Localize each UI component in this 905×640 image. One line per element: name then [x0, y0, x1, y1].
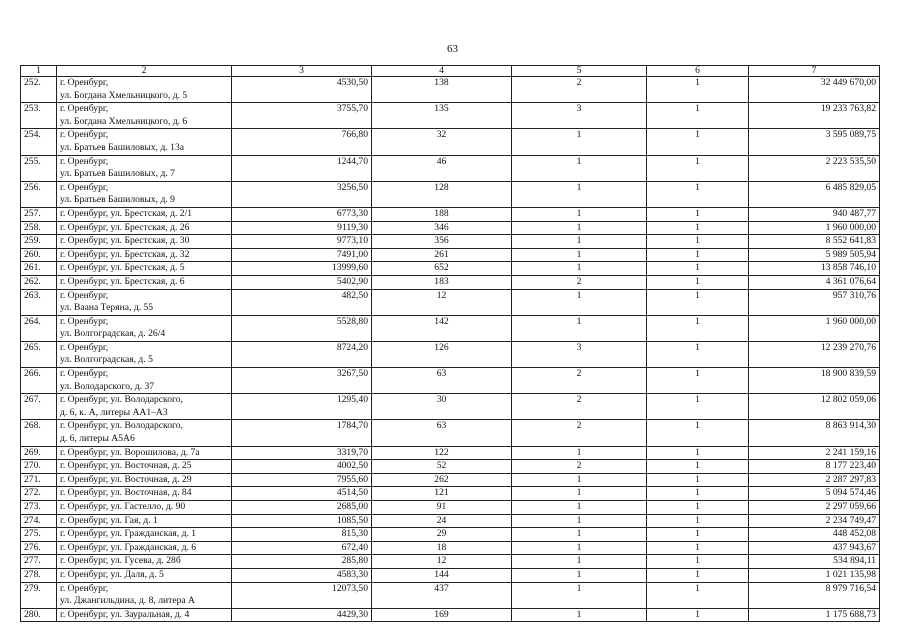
column-5-cell: 1 [512, 155, 647, 181]
count-cell: 142 [372, 315, 512, 341]
table-row [21, 528, 880, 542]
row-number: 270. [21, 460, 57, 474]
cost-cell: 5 989 505,94 [749, 248, 880, 262]
count-cell: 135 [372, 103, 512, 129]
area-cell: 285,80 [232, 555, 372, 569]
area-cell: 766,80 [232, 129, 372, 155]
table-row [21, 582, 880, 608]
column-5-cell: 1 [512, 207, 647, 221]
area-cell: 6773,30 [232, 207, 372, 221]
column-6-cell: 1 [647, 289, 749, 315]
address-line: г. Оренбург, ул. Восточная, д. 84 [60, 487, 192, 499]
count-cell: 63 [372, 420, 512, 446]
column-6-cell: 1 [647, 460, 749, 474]
address-line: г. Оренбург, ул. Ворошилова, д. 7а [60, 446, 200, 458]
cost-cell: 2 223 535,50 [749, 155, 880, 181]
column-header: 7 [749, 66, 880, 77]
column-6-cell: 1 [647, 582, 749, 608]
column-6-cell: 1 [647, 275, 749, 289]
table-row [21, 248, 880, 262]
count-cell: 126 [372, 341, 512, 367]
address-cell [57, 262, 232, 276]
row-number: 278. [21, 568, 57, 582]
count-cell: 32 [372, 129, 512, 155]
cost-cell: 4 361 076,64 [749, 275, 880, 289]
address-line: г. Оренбург, ул. Восточная, д. 29 [60, 473, 192, 485]
cost-cell: 534 894,11 [749, 555, 880, 569]
column-5-cell: 2 [512, 77, 647, 103]
area-cell: 3267,50 [232, 368, 372, 394]
column-6-cell: 1 [647, 129, 749, 155]
address-cell [57, 181, 232, 207]
column-6-cell: 1 [647, 420, 749, 446]
column-6-cell: 1 [647, 514, 749, 528]
column-6-cell: 1 [647, 501, 749, 515]
page-number: 63 [447, 43, 458, 55]
count-cell: 91 [372, 501, 512, 515]
cost-cell: 1 021 135,98 [749, 568, 880, 582]
cost-cell: 1 960 000,00 [749, 315, 880, 341]
column-5-cell: 1 [512, 129, 647, 155]
table-row [21, 77, 880, 103]
column-5-cell: 1 [512, 528, 647, 542]
address-cell [57, 77, 232, 103]
area-cell: 1295,40 [232, 394, 372, 420]
count-cell: 652 [372, 262, 512, 276]
column-6-cell: 1 [647, 103, 749, 129]
count-cell: 12 [372, 289, 512, 315]
cost-cell: 437 943,67 [749, 541, 880, 555]
area-cell: 4002,50 [232, 460, 372, 474]
address-line: г. Оренбург, ул. Брестская, д. 30 [60, 235, 190, 247]
count-cell: 356 [372, 235, 512, 249]
column-5-cell: 2 [512, 368, 647, 394]
row-number: 279. [21, 582, 57, 608]
address-cell [57, 541, 232, 555]
column-6-cell: 1 [647, 77, 749, 103]
column-5-cell: 1 [512, 221, 647, 235]
header-row [21, 66, 880, 77]
column-6-cell: 1 [647, 568, 749, 582]
count-cell: 122 [372, 446, 512, 460]
area-cell: 2685,00 [232, 501, 372, 515]
row-number: 253. [21, 103, 57, 129]
row-number: 269. [21, 446, 57, 460]
column-6-cell: 1 [647, 341, 749, 367]
address-line: д. 6, литеры А5А6 [60, 433, 135, 445]
row-number: 280. [21, 608, 57, 622]
table-row [21, 514, 880, 528]
address-cell [57, 473, 232, 487]
table-row [21, 181, 880, 207]
address-line: ул. Богдана Хмельницкого, д. 5 [60, 89, 188, 101]
address-cell [57, 221, 232, 235]
address-line: ул. Братьев Башиловых, д. 13а [60, 141, 185, 153]
cost-cell: 2 234 749,47 [749, 514, 880, 528]
count-cell: 30 [372, 394, 512, 420]
count-cell: 169 [372, 608, 512, 622]
address-cell [57, 501, 232, 515]
row-number: 268. [21, 420, 57, 446]
row-number: 261. [21, 262, 57, 276]
row-number: 267. [21, 394, 57, 420]
address-line: г. Оренбург, [60, 77, 109, 88]
count-cell: 261 [372, 248, 512, 262]
area-cell: 1244,70 [232, 155, 372, 181]
cost-cell: 1 960 000,00 [749, 221, 880, 235]
cost-cell: 3 595 089,75 [749, 129, 880, 155]
column-6-cell: 1 [647, 262, 749, 276]
row-number: 258. [21, 221, 57, 235]
address-cell [57, 315, 232, 341]
row-number: 273. [21, 501, 57, 515]
address-line: г. Оренбург, ул. Гая, д. 1 [60, 514, 158, 526]
address-line: ул. Братьев Башиловых, д. 7 [60, 168, 175, 180]
count-cell: 183 [372, 275, 512, 289]
address-cell [57, 608, 232, 622]
table-row [21, 235, 880, 249]
cost-cell: 2 297 059,66 [749, 501, 880, 515]
area-cell: 3319,70 [232, 446, 372, 460]
count-cell: 24 [372, 514, 512, 528]
area-cell: 13999,60 [232, 262, 372, 276]
table-row [21, 262, 880, 276]
column-6-cell: 1 [647, 528, 749, 542]
count-cell: 138 [372, 77, 512, 103]
column-5-cell: 2 [512, 460, 647, 474]
area-cell: 4429,30 [232, 608, 372, 622]
address-line: ул. Братьев Башиловых, д. 9 [60, 194, 175, 206]
address-cell [57, 446, 232, 460]
count-cell: 29 [372, 528, 512, 542]
cost-cell: 448 452,08 [749, 528, 880, 542]
address-line: г. Оренбург, ул. Восточная, д. 25 [60, 460, 192, 472]
address-cell [57, 528, 232, 542]
table-row [21, 473, 880, 487]
address-cell [57, 555, 232, 569]
count-cell: 46 [372, 155, 512, 181]
column-6-cell: 1 [647, 368, 749, 394]
table-row [21, 221, 880, 235]
row-number: 265. [21, 341, 57, 367]
address-line: ул. Володарского, д. 37 [60, 380, 155, 392]
column-5-cell: 2 [512, 275, 647, 289]
address-cell [57, 103, 232, 129]
column-6-cell: 1 [647, 207, 749, 221]
table-row [21, 568, 880, 582]
row-number: 263. [21, 289, 57, 315]
area-cell: 5402,90 [232, 275, 372, 289]
address-line: г. Оренбург, [60, 315, 109, 327]
column-6-cell: 1 [647, 608, 749, 622]
count-cell: 52 [372, 460, 512, 474]
address-cell [57, 207, 232, 221]
count-cell: 63 [372, 368, 512, 394]
address-line: г. Оренбург, ул. Брестская, д. 5 [60, 262, 185, 274]
column-6-cell: 1 [647, 394, 749, 420]
address-cell [57, 460, 232, 474]
address-line: г. Оренбург, ул. Брестская, д. 26 [60, 221, 190, 233]
column-header: 1 [21, 66, 57, 77]
column-5-cell: 1 [512, 501, 647, 515]
address-cell [57, 129, 232, 155]
area-cell: 7491,00 [232, 248, 372, 262]
area-cell: 12073,50 [232, 582, 372, 608]
column-6-cell: 1 [647, 487, 749, 501]
address-cell [57, 235, 232, 249]
area-cell: 815,30 [232, 528, 372, 542]
count-cell: 262 [372, 473, 512, 487]
address-line: г. Оренбург, [60, 181, 109, 193]
column-6-cell: 1 [647, 221, 749, 235]
row-number: 266. [21, 368, 57, 394]
cost-cell: 940 487,77 [749, 207, 880, 221]
column-5-cell: 1 [512, 248, 647, 262]
cost-cell: 12 239 270,76 [749, 341, 880, 367]
address-cell [57, 368, 232, 394]
count-cell: 437 [372, 582, 512, 608]
column-5-cell: 2 [512, 394, 647, 420]
row-number: 272. [21, 487, 57, 501]
address-line: г. Оренбург, ул. Володарского, [60, 394, 183, 406]
address-line: г. Оренбург, ул. Зауральная, д. 4 [60, 608, 190, 620]
table-row [21, 129, 880, 155]
table-row [21, 275, 880, 289]
address-line: г. Оренбург, [60, 129, 109, 141]
count-cell: 12 [372, 555, 512, 569]
column-5-cell: 3 [512, 103, 647, 129]
table-row [21, 446, 880, 460]
row-number: 271. [21, 473, 57, 487]
count-cell: 18 [372, 541, 512, 555]
row-number: 254. [21, 129, 57, 155]
count-cell: 121 [372, 487, 512, 501]
column-header: 2 [57, 66, 232, 77]
table-row [21, 103, 880, 129]
address-line: г. Оренбург, ул. Брестская, д. 32 [60, 248, 190, 260]
row-number: 259. [21, 235, 57, 249]
column-header: 4 [372, 66, 512, 77]
column-header: 6 [647, 66, 749, 77]
address-cell [57, 275, 232, 289]
address-line: г. Оренбург, ул. Гражданская, д. 1 [60, 528, 197, 540]
row-number: 276. [21, 541, 57, 555]
column-6-cell: 1 [647, 541, 749, 555]
row-number: 256. [21, 181, 57, 207]
address-line: г. Оренбург, ул. Гусева, д. 28б [60, 555, 181, 567]
address-line: г. Оренбург, ул. Даля, д. 5 [60, 568, 164, 580]
column-5-cell: 3 [512, 341, 647, 367]
column-header: 5 [512, 66, 647, 77]
cost-cell: 13 858 746,10 [749, 262, 880, 276]
row-number: 277. [21, 555, 57, 569]
address-cell [57, 582, 232, 608]
address-line: г. Оренбург, ул. Гастелло, д. 90 [60, 501, 186, 512]
row-number: 275. [21, 528, 57, 542]
column-6-cell: 1 [647, 155, 749, 181]
column-5-cell: 1 [512, 582, 647, 608]
address-line: г. Оренбург, ул. Брестская, д. 6 [60, 275, 185, 287]
column-5-cell: 2 [512, 420, 647, 446]
address-line: г. Оренбург, [60, 368, 109, 380]
address-cell [57, 289, 232, 315]
address-cell [57, 487, 232, 501]
cost-cell: 6 485 829,05 [749, 181, 880, 207]
address-line: ул. Волгоградская, д. 26/4 [60, 328, 166, 340]
address-line: д. 6, к. А, литеры АА1–А3 [60, 406, 168, 418]
area-cell: 9773,10 [232, 235, 372, 249]
area-cell: 7955,60 [232, 473, 372, 487]
area-cell: 482,50 [232, 289, 372, 315]
count-cell: 128 [372, 181, 512, 207]
column-6-cell: 1 [647, 315, 749, 341]
table-row [21, 368, 880, 394]
column-5-cell: 1 [512, 473, 647, 487]
area-cell: 4583,30 [232, 568, 372, 582]
column-6-cell: 1 [647, 555, 749, 569]
area-cell: 8724,20 [232, 341, 372, 367]
column-5-cell: 1 [512, 555, 647, 569]
row-number: 274. [21, 514, 57, 528]
cost-cell: 2 241 159,16 [749, 446, 880, 460]
column-6-cell: 1 [647, 235, 749, 249]
column-6-cell: 1 [647, 446, 749, 460]
table-row [21, 207, 880, 221]
cost-cell: 8 863 914,30 [749, 420, 880, 446]
column-5-cell: 1 [512, 608, 647, 622]
table-row [21, 394, 880, 420]
column-5-cell: 1 [512, 487, 647, 501]
area-cell: 1784,70 [232, 420, 372, 446]
cost-cell: 12 802 059,06 [749, 394, 880, 420]
row-number: 252. [21, 77, 57, 103]
address-line: г. Оренбург, [60, 155, 109, 167]
address-line: г. Оренбург, ул. Гражданская, д. 6 [60, 541, 197, 553]
column-5-cell: 1 [512, 446, 647, 460]
column-5-cell: 1 [512, 262, 647, 276]
address-line: ул. Ваана Теряна, д. 55 [60, 302, 154, 314]
address-cell [57, 341, 232, 367]
address-line: г. Оренбург, ул. Володарского, [60, 420, 183, 432]
address-line: г. Оренбург, ул. Брестская, д. 2/1 [60, 207, 193, 219]
table-row [21, 315, 880, 341]
address-line: г. Оренбург, [60, 582, 109, 594]
address-line: ул. Богдана Хмельницкого, д. 6 [60, 115, 188, 127]
address-cell [57, 568, 232, 582]
table-row [21, 608, 880, 622]
area-cell: 9119,30 [232, 221, 372, 235]
table-row [21, 420, 880, 446]
column-5-cell: 1 [512, 514, 647, 528]
column-header: 3 [232, 66, 372, 77]
row-number: 257. [21, 207, 57, 221]
column-6-cell: 1 [647, 473, 749, 487]
cost-cell: 2 287 297,83 [749, 473, 880, 487]
column-5-cell: 1 [512, 541, 647, 555]
cost-cell: 8 552 641,83 [749, 235, 880, 249]
table-row [21, 460, 880, 474]
area-cell: 4530,50 [232, 77, 372, 103]
column-5-cell: 1 [512, 568, 647, 582]
register-table [20, 65, 880, 622]
area-cell: 3755,70 [232, 103, 372, 129]
column-5-cell: 1 [512, 315, 647, 341]
area-cell: 1085,50 [232, 514, 372, 528]
area-cell: 4514,50 [232, 487, 372, 501]
count-cell: 188 [372, 207, 512, 221]
area-cell: 5528,80 [232, 315, 372, 341]
row-number: 255. [21, 155, 57, 181]
table-row [21, 289, 880, 315]
cost-cell: 8 979 716,54 [749, 582, 880, 608]
address-line: г. Оренбург, [60, 103, 109, 115]
row-number: 260. [21, 248, 57, 262]
address-line: г. Оренбург, [60, 289, 109, 301]
cost-cell: 19 233 763,82 [749, 103, 880, 129]
address-cell [57, 394, 232, 420]
address-cell [57, 420, 232, 446]
column-5-cell: 1 [512, 289, 647, 315]
table-row [21, 341, 880, 367]
address-cell [57, 155, 232, 181]
address-line: ул. Волгоградская, д. 5 [60, 354, 153, 366]
cost-cell: 1 175 688,73 [749, 608, 880, 622]
cost-cell: 32 449 670,00 [749, 77, 880, 103]
cost-cell: 18 900 839,59 [749, 368, 880, 394]
table-row [21, 555, 880, 569]
column-6-cell: 1 [647, 181, 749, 207]
count-cell: 346 [372, 221, 512, 235]
cost-cell: 5 094 574,46 [749, 487, 880, 501]
column-5-cell: 1 [512, 181, 647, 207]
address-cell [57, 248, 232, 262]
area-cell: 672,40 [232, 541, 372, 555]
cost-cell: 957 310,76 [749, 289, 880, 315]
address-cell [57, 514, 232, 528]
address-line: г. Оренбург, [60, 341, 109, 353]
column-5-cell: 1 [512, 235, 647, 249]
table-row [21, 541, 880, 555]
count-cell: 144 [372, 568, 512, 582]
table-row [21, 501, 880, 515]
table-row [21, 487, 880, 501]
column-6-cell: 1 [647, 248, 749, 262]
row-number: 262. [21, 275, 57, 289]
area-cell: 3256,50 [232, 181, 372, 207]
cost-cell: 8 177 223,40 [749, 460, 880, 474]
address-line: ул. Джангильдина, д. 8, литера А [60, 595, 195, 607]
row-number: 264. [21, 315, 57, 341]
table-row [21, 155, 880, 181]
